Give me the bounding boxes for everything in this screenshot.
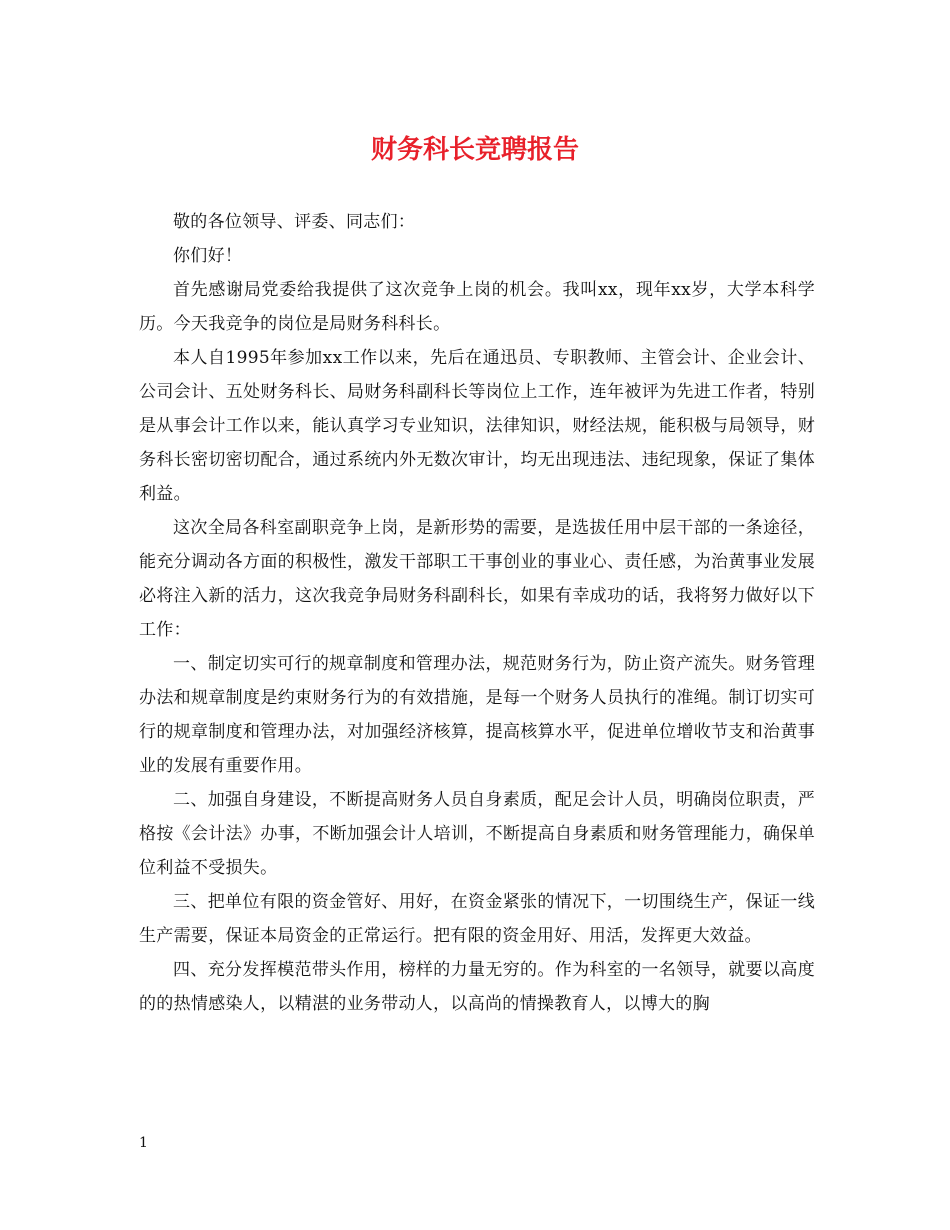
- paragraph-plan-three: 三、把单位有限的资金管好、用好，在资金紧张的情况下，一切围绕生产，保证一线生产需要，保证本局资金的正常运行。把有限的资金用好、用活，发挥更大效益。: [139, 892, 815, 946]
- document-title: 财务科长竞聘报告: [370, 135, 579, 165]
- paragraph-work-history: 本人自1995年参加xx工作以来，先后在通迅员、专职教师、主管会计、企业会计、公司会计、五处财务科长、局财务科副科长等岗位上工作，连年被评为先进工作者，特别是从事会计工作以来，能认真学习专业知识，法律知识，财经法规，能积极与局领导，财务科长密切密切配合，通过系统内外无数次审计，均无出现违法、违纪现象，保证了集体利益。: [139, 348, 815, 504]
- paragraph-salutation: 敬的各位领导、评委、同志们：: [173, 212, 416, 232]
- paragraph-competition-purpose: 这次全局各科室副职竞争上岗，是新形势的需要，是选拔任用中层干部的一条途径，能充分调动各方面的积极性，激发干部职工干事创业的事业心、责任感，为治黄事业发展必将注入新的活力，这次我竞争局财务科副科长，如果有幸成功的话，我将努力做好以下工作：: [139, 518, 815, 640]
- paragraph-plan-four: 四、充分发挥模范带头作用，榜样的力量无穷的。作为科室的一名领导，就要以高度的的热情感染人，以精湛的业务带动人，以高尚的情操教育人，以博大的胸: [139, 960, 815, 1014]
- paragraph-plan-two: 二、加强自身建设，不断提高财务人员自身素质，配足会计人员，明确岗位职责，严格按《会计法》办事，不断加强会计人培训，不断提高自身素质和财务管理能力，确保单位利益不受损失。: [139, 790, 815, 878]
- paragraph-plan-one: 一、制定切实可行的规章制度和管理办法，规范财务行为，防止资产流失。财务管理办法和规章制度是约束财务行为的有效措施，是每一个财务人员执行的准绳。制订切实可行的规章制度和管理办法，对加强经济核算，提高核算水平，促进单位增收节支和治黄事业的发展有重要作用。: [139, 654, 815, 776]
- page-number: 1: [139, 1135, 148, 1151]
- paragraph-greeting: 你们好！: [173, 246, 243, 266]
- paragraph-introduction: 首先感谢局党委给我提供了这次竞争上岗的机会。我叫xx，现年xx岁，大学本科学历。今天我竞争的岗位是局财务科科长。: [139, 280, 815, 334]
- document-body: [139, 205, 815, 1021]
